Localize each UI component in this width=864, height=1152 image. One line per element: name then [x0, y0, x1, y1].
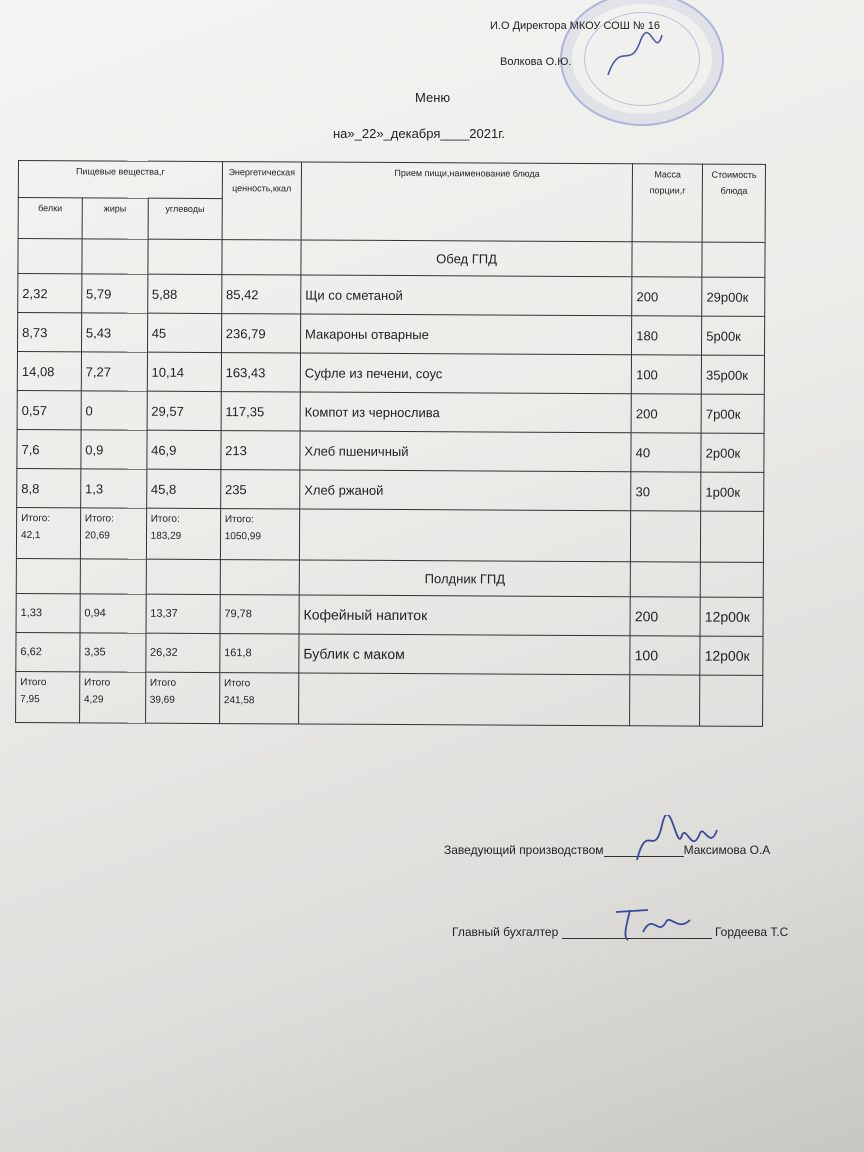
total-protein: Итого 7,95 — [16, 671, 80, 722]
header-dish: Прием пищи,наименование блюда — [301, 162, 633, 242]
production-title: Заведующий производством — [444, 843, 604, 857]
cost-cell: 29р00к — [702, 277, 765, 316]
header-cost: Стоимость блюда — [702, 164, 765, 242]
approval-name: Волкова О.Ю. — [500, 56, 572, 68]
total-fat: Итого: 20,69 — [80, 508, 146, 559]
cost-cell: 12р00к — [700, 597, 763, 636]
table-row — [17, 390, 764, 433]
mass-cell: 100 — [630, 636, 700, 675]
carbs-cell: 46,9 — [147, 430, 221, 469]
fat-cell: 0,9 — [81, 430, 147, 469]
page-title: Меню — [415, 90, 451, 105]
header-fat: жиры — [82, 198, 148, 239]
carbs-cell: 13,37 — [146, 594, 220, 633]
protein-cell: 6,62 — [16, 632, 80, 671]
production-signature — [632, 815, 722, 875]
header-row-1 — [18, 161, 765, 202]
carbs-cell: 45 — [147, 313, 221, 352]
mass-cell: 30 — [631, 472, 701, 511]
accountant-title: Главный бухгалтер — [452, 925, 559, 939]
cost-cell: 12р00к — [700, 636, 763, 675]
total-carbs: Итого 39,69 — [145, 672, 219, 723]
energy-cell: 236,79 — [221, 314, 300, 353]
mass-cell: 100 — [632, 355, 702, 394]
mass-cell: 200 — [630, 597, 700, 636]
protein-cell: 7,6 — [17, 429, 81, 468]
fat-cell: 0 — [81, 391, 147, 430]
carbs-cell: 29,57 — [147, 391, 221, 430]
carbs-cell: 10,14 — [147, 352, 221, 391]
total-fat: Итого 4,29 — [79, 672, 145, 723]
approval-position: И.О Директора МКОУ СОШ № 16 — [490, 20, 660, 32]
protein-cell: 0,57 — [17, 390, 81, 429]
energy-cell: 235 — [220, 470, 299, 509]
protein-cell: 8,8 — [17, 468, 81, 507]
header-mass: Масса порции,г — [632, 164, 702, 242]
dish-cell: Хлеб пшеничный — [300, 431, 631, 472]
cost-cell: 35р00к — [701, 355, 764, 394]
dish-cell: Компот из чернослива — [300, 392, 631, 433]
fat-cell: 7,27 — [81, 352, 147, 391]
dish-cell: Кофейный напиток — [299, 595, 630, 636]
protein-cell: 2,32 — [18, 274, 82, 313]
lunch-section-row — [18, 239, 765, 278]
energy-cell: 117,35 — [221, 392, 300, 431]
cost-cell: 2р00к — [701, 433, 764, 472]
table-row — [17, 352, 764, 395]
menu-table — [15, 160, 766, 727]
total-energy: Итого: 1050,99 — [220, 509, 299, 560]
carbs-cell: 26,32 — [145, 633, 219, 672]
mass-cell: 200 — [632, 277, 702, 316]
snack-section-row — [16, 558, 763, 597]
fat-cell: 1,3 — [80, 469, 146, 508]
mass-cell: 200 — [631, 394, 701, 433]
total-energy: Итого 241,58 — [219, 673, 298, 724]
lunch-section-title: Обед ГПД — [301, 240, 632, 277]
dish-cell: Щи со сметаной — [301, 275, 632, 316]
table-row — [16, 632, 763, 675]
fat-cell: 0,94 — [80, 594, 146, 633]
total-protein: Итого: 42,1 — [16, 507, 80, 558]
table-row — [17, 468, 764, 511]
cost-cell: 5р00к — [702, 316, 765, 355]
director-signature — [600, 30, 670, 85]
energy-cell: 163,43 — [221, 353, 300, 392]
carbs-cell: 5,88 — [147, 274, 221, 313]
energy-cell: 79,78 — [220, 595, 299, 634]
table-row — [17, 429, 764, 472]
table-row — [16, 593, 763, 636]
accountant-signature — [608, 902, 698, 947]
dish-cell: Бублик с маком — [299, 634, 630, 675]
lunch-totals-row — [16, 507, 763, 562]
header-carbs: углеводы — [148, 198, 222, 239]
dish-cell: Хлеб ржаной — [300, 470, 631, 511]
snack-totals-row — [16, 671, 763, 726]
fat-cell: 3,35 — [80, 633, 146, 672]
table-row — [17, 313, 764, 356]
fat-cell: 5,43 — [81, 313, 147, 352]
mass-cell: 180 — [632, 316, 702, 355]
snack-section-title: Полдник ГПД — [299, 560, 630, 597]
header-nutrients: Пищевые вещества,г — [18, 161, 222, 199]
dish-cell: Суфле из печени, соус — [300, 353, 631, 394]
cost-cell: 1р00к — [701, 472, 764, 511]
energy-cell: 161,8 — [220, 634, 299, 673]
cost-cell: 7р00к — [701, 394, 764, 433]
table-row — [18, 274, 765, 317]
date-line: на»_22»_декабря____2021г. — [333, 126, 505, 141]
accountant-name: Гордеева Т.С — [714, 925, 789, 939]
carbs-cell: 45,8 — [146, 469, 220, 508]
total-carbs: Итого: 183,29 — [146, 508, 220, 559]
energy-cell: 85,42 — [221, 275, 300, 314]
header-protein: белки — [18, 198, 82, 239]
protein-cell: 1,33 — [16, 593, 80, 632]
protein-cell: 8,73 — [17, 313, 81, 352]
header-energy: Энергетическая ценность,ккал — [222, 162, 302, 240]
dish-cell: Макароны отварные — [300, 314, 631, 355]
energy-cell: 213 — [221, 431, 300, 470]
protein-cell: 14,08 — [17, 352, 81, 391]
mass-cell: 40 — [631, 433, 701, 472]
fat-cell: 5,79 — [81, 274, 147, 313]
production-name: Максимова О.А — [683, 843, 771, 857]
